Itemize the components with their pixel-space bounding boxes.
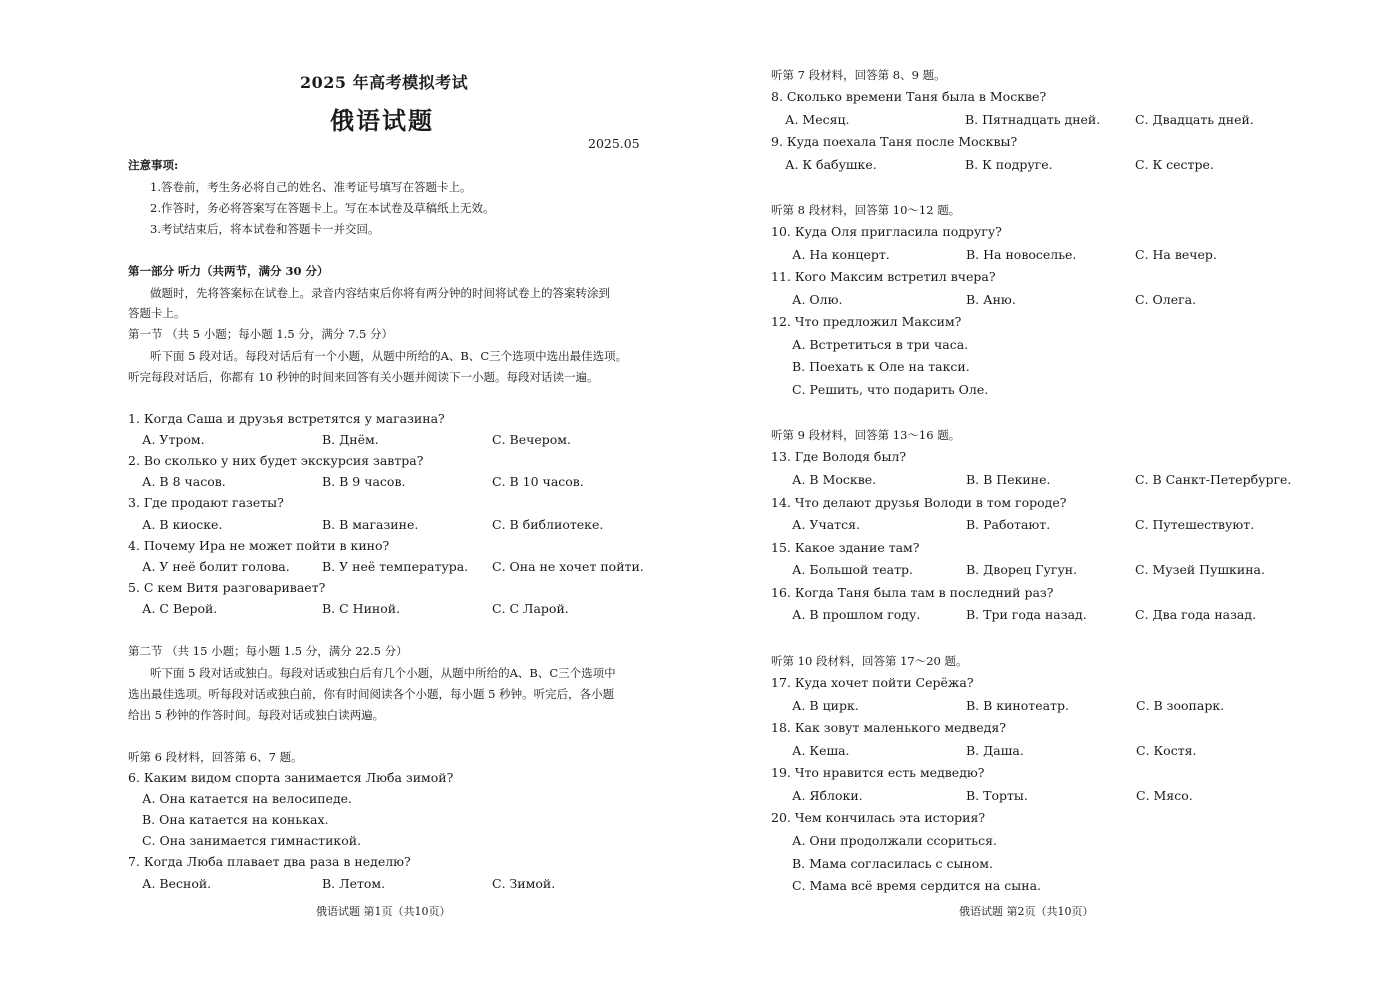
question-8: 8. Сколько времени Таня была в Москве? (771, 89, 1047, 104)
notice-item: 1.答卷前，考生务必将自己的姓名、准考证号填写在答题卡上。 (150, 180, 472, 194)
option-a: А. Встретиться в три часа. (792, 337, 969, 352)
passage-8-instruction: 听第 8 段材料，回答第 10～12 题。 (771, 203, 961, 217)
option-c: С. В зоопарк. (1136, 698, 1225, 713)
option-a: А. Они продолжали ссориться. (792, 833, 997, 848)
question-5: 5. С кем Витя разговаривает? (128, 580, 326, 595)
passage-10-instruction: 听第 10 段材料，回答第 17～20 题。 (771, 654, 968, 668)
option-c: С. В библиотеке. (492, 517, 604, 532)
option-b: В. Поехать к Оле на такси. (792, 359, 970, 374)
option-c: С. На вечер. (1135, 247, 1217, 262)
option-b: В. Пятнадцать дней. (965, 112, 1101, 127)
option-b: В. Летом. (322, 876, 386, 891)
exam-header-title: 2025 年高考模拟考试 (300, 73, 469, 92)
option-b: В. Она катается на коньках. (142, 812, 329, 827)
option-a: А. С Верой. (142, 601, 218, 616)
option-b: В. Даша. (966, 743, 1024, 758)
question-20: 20. Чем кончилась эта история? (771, 810, 986, 825)
subject-title: 俄语试题 (330, 106, 434, 135)
option-c: С. К сестре. (1135, 157, 1214, 172)
option-a: А. Весной. (142, 876, 212, 891)
question-9: 9. Куда поехала Таня после Москвы? (771, 134, 1018, 149)
option-a: А. В киоске. (142, 517, 223, 532)
section1-intro: 听完每段对话后，你都有 10 秒钟的时间来回答有关小题并阅读下一小题。每段对话读一遍。 (128, 370, 599, 384)
question-18: 18. Как зовут маленького медведя? (771, 720, 1006, 735)
section2-intro: 听下面 5 段对话或独白。每段对话或独白后有几个小题，从题中所给的A、B、C三个选项中 (150, 666, 616, 680)
option-a: А. На концерт. (792, 247, 890, 262)
question-7: 7. Когда Люба плавает два раза в неделю? (128, 854, 411, 869)
option-c: С. Костя. (1136, 743, 1197, 758)
option-b: В. В кинотеатр. (966, 698, 1069, 713)
question-6: 6. Каким видом спорта занимается Люба зимой? (128, 770, 454, 785)
option-b: В. Работают. (966, 517, 1051, 532)
section1-intro: 听下面 5 段对话。每段对话后有一个小题，从题中所给的A、B、C三个选项中选出最佳选项。 (150, 349, 628, 363)
option-c: С. В 10 часов. (492, 474, 584, 489)
section2-title: 第二节 （共 15 小题；每小题 1.5 分，满分 22.5 分） (128, 644, 408, 658)
option-a: А. Она катается на велосипеде. (142, 791, 353, 806)
option-a: А. В 8 часов. (142, 474, 226, 489)
section2-intro: 给出 5 秒钟的作答时间。每段对话或独白读两遍。 (128, 708, 385, 722)
option-b: В. Мама согласилась с сыном. (792, 856, 993, 871)
option-c: С. Путешествуют. (1135, 517, 1255, 532)
option-c: С. Мама всё время сердится на сына. (792, 878, 1042, 893)
option-a: А. Олю. (792, 292, 843, 307)
option-b: В. В магазине. (322, 517, 419, 532)
part1-title: 第一部分 听力（共两节，满分 30 分） (128, 264, 329, 278)
option-c: С. Двадцать дней. (1135, 112, 1254, 127)
passage-6-instruction: 听第 6 段材料，回答第 6、7 题。 (128, 750, 303, 764)
option-c: С. Два года назад. (1135, 607, 1257, 622)
option-b: В. Три года назад. (966, 607, 1087, 622)
option-c: С. С Ларой. (492, 601, 569, 616)
question-2: 2. Во сколько у них будет экскурсия завтра? (128, 453, 424, 468)
notice-title: 注意事项: (128, 158, 179, 172)
exam-date: 2025.05 (588, 136, 640, 151)
option-a: А. Большой театр. (792, 562, 913, 577)
option-b: В. У неё температура. (322, 559, 469, 574)
option-b: В. На новоселье. (966, 247, 1077, 262)
question-10: 10. Куда Оля пригласила подругу? (771, 224, 1002, 239)
passage-9-instruction: 听第 9 段材料，回答第 13～16 题。 (771, 428, 961, 442)
question-4: 4. Почему Ира не может пойти в кино? (128, 538, 390, 553)
option-b: В. Торты. (966, 788, 1028, 803)
option-c: С. Она занимается гимнастикой. (142, 833, 362, 848)
option-b: В. Днём. (322, 432, 379, 447)
option-a: А. В цирк. (792, 698, 859, 713)
notice-item: 2.作答时，务必将答案写在答题卡上。写在本试卷及草稿纸上无效。 (150, 201, 495, 215)
option-a: А. Учатся. (792, 517, 860, 532)
question-3: 3. Где продают газеты? (128, 495, 284, 510)
question-15: 15. Какое здание там? (771, 540, 920, 555)
option-c: С. Мясо. (1136, 788, 1193, 803)
passage-7-instruction: 听第 7 段材料，回答第 8、9 题。 (771, 68, 946, 82)
option-b: В. Дворец Гугун. (966, 562, 1078, 577)
question-16: 16. Когда Таня была там в последний раз? (771, 585, 1054, 600)
option-c: С. Решить, что подарить Оле. (792, 382, 989, 397)
option-c: С. Вечером. (492, 432, 571, 447)
section2-intro: 选出最佳选项。听每段对话或独白前，你有时间阅读各个小题，每小题 5 秒钟。听完后，各小题 (128, 687, 615, 701)
section1-title: 第一节 （共 5 小题；每小题 1.5 分，满分 7.5 分） (128, 327, 393, 341)
option-b: В. С Ниной. (322, 601, 401, 616)
option-a: А. Утром. (142, 432, 205, 447)
option-c: С. Музей Пушкина. (1135, 562, 1265, 577)
question-19: 19. Что нравится есть медведю? (771, 765, 985, 780)
exam-page-2 (700, 0, 1399, 983)
question-14: 14. Что делают друзья Володи в том городе? (771, 495, 1067, 510)
option-c: С. Зимой. (492, 876, 556, 891)
question-13: 13. Где Володя был? (771, 449, 907, 464)
option-c: С. В Санкт-Петербурге. (1135, 472, 1292, 487)
option-b: В. В 9 часов. (322, 474, 406, 489)
option-a: А. Месяц. (785, 112, 850, 127)
option-a: А. Яблоки. (792, 788, 863, 803)
question-11: 11. Кого Максим встретил вчера? (771, 269, 996, 284)
option-b: В. Аню. (966, 292, 1016, 307)
option-c: С. Она не хочет пойти. (492, 559, 644, 574)
notice-item: 3.考试结束后，将本试卷和答题卡一并交回。 (150, 222, 380, 236)
option-a: А. В Москве. (792, 472, 877, 487)
part1-intro: 做题时，先将答案标在试卷上。录音内容结束后你将有两分钟的时间将试卷上的答案转涂到 (150, 286, 610, 300)
option-a: А. Кеша. (792, 743, 850, 758)
option-b: В. К подруге. (965, 157, 1053, 172)
page-footer: 俄语试题 第1页（共10页） (316, 905, 451, 918)
page-footer: 俄语试题 第2页（共10页） (959, 905, 1094, 918)
question-17: 17. Куда хочет пойти Серёжа? (771, 675, 974, 690)
part1-intro: 答题卡上。 (128, 306, 186, 320)
option-c: С. Олега. (1135, 292, 1197, 307)
question-12: 12. Что предложил Максим? (771, 314, 962, 329)
question-1: 1. Когда Саша и друзья встретятся у магазина? (128, 411, 445, 426)
option-a: А. У неё болит голова. (142, 559, 290, 574)
option-b: В. В Пекине. (966, 472, 1051, 487)
option-a: А. К бабушке. (785, 157, 877, 172)
option-a: А. В прошлом году. (792, 607, 921, 622)
